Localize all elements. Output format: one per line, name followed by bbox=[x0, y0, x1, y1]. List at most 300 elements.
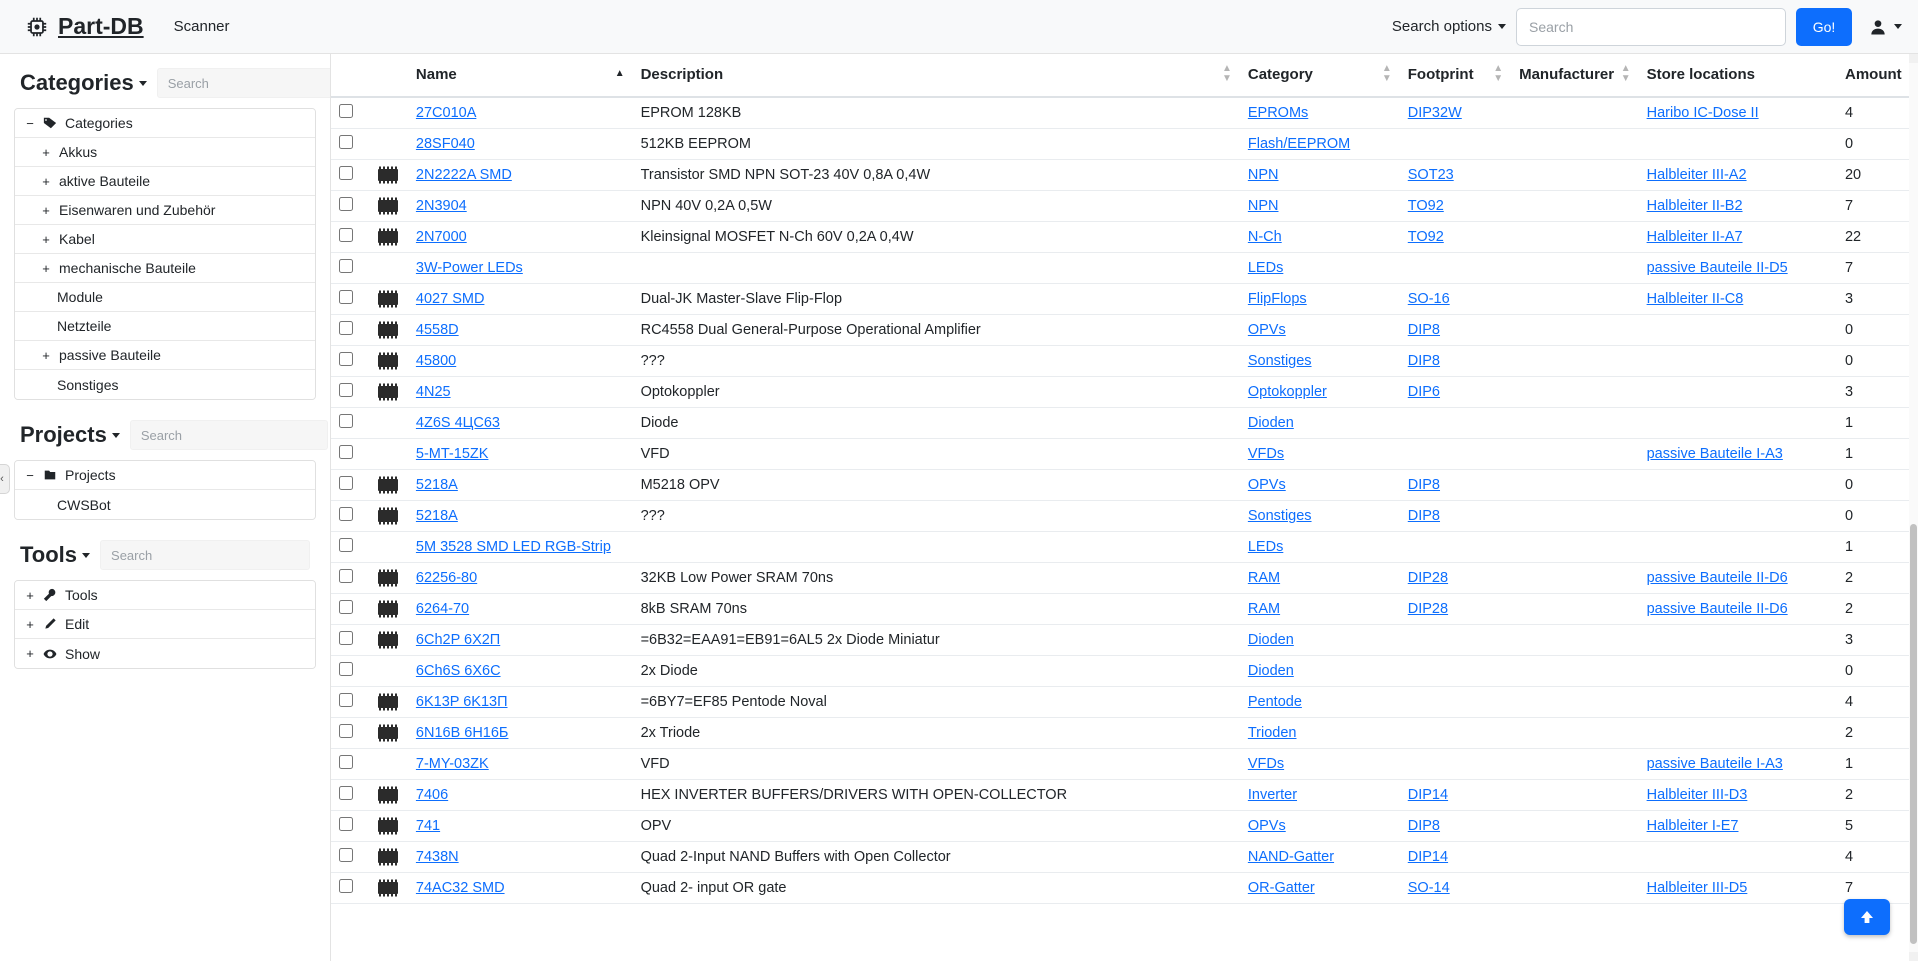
row-checkbox[interactable] bbox=[339, 693, 353, 707]
cell-store-locations-link[interactable]: Halbleiter III-D3 bbox=[1646, 787, 1748, 803]
cell-category-link[interactable]: Pentode bbox=[1247, 694, 1302, 710]
cell-name-link[interactable]: 6N16B 6H16Б bbox=[415, 725, 509, 741]
cell-footprint[interactable] bbox=[1400, 873, 1511, 904]
table-row[interactable] bbox=[331, 625, 1918, 656]
cell-footprint[interactable] bbox=[1400, 222, 1511, 253]
cell-name[interactable] bbox=[408, 594, 633, 625]
cell-name-link[interactable]: 74AC32 SMD bbox=[415, 880, 505, 896]
tree-node-kabel[interactable] bbox=[15, 225, 315, 254]
vertical-scrollbar[interactable] bbox=[1909, 54, 1918, 961]
tree-node-akkus[interactable] bbox=[15, 138, 315, 167]
cell-name[interactable] bbox=[408, 253, 633, 284]
tree-toggle-icon[interactable]: + bbox=[26, 616, 34, 632]
table-row[interactable] bbox=[331, 315, 1918, 346]
cell-name-link[interactable]: 62256-80 bbox=[415, 570, 478, 586]
cell-category[interactable] bbox=[1240, 873, 1400, 904]
cell-category-link[interactable]: Dioden bbox=[1247, 415, 1294, 431]
cell-footprint[interactable] bbox=[1400, 346, 1511, 377]
projects-search-input[interactable] bbox=[130, 420, 328, 450]
cell-category-link[interactable]: Optokoppler bbox=[1247, 384, 1327, 400]
row-checkbox[interactable] bbox=[339, 166, 353, 180]
cell-category[interactable] bbox=[1240, 501, 1400, 532]
th-footprint[interactable] bbox=[1400, 54, 1511, 97]
cell-name-link[interactable]: 4N25 bbox=[415, 384, 451, 400]
cell-manufacturer bbox=[1511, 687, 1639, 718]
cell-name-link[interactable]: 2N3904 bbox=[415, 198, 467, 214]
table-row[interactable] bbox=[331, 470, 1918, 501]
th-manufacturer[interactable] bbox=[1511, 54, 1639, 97]
tree-node-eisenwaren[interactable] bbox=[15, 196, 315, 225]
cell-footprint[interactable] bbox=[1400, 594, 1511, 625]
row-checkbox[interactable] bbox=[339, 352, 353, 366]
table-row[interactable] bbox=[331, 501, 1918, 532]
tree-toggle-icon[interactable]: + bbox=[42, 231, 50, 247]
table-row[interactable] bbox=[331, 222, 1918, 253]
cell-category-link[interactable]: Trioden bbox=[1247, 725, 1297, 741]
cell-footprint[interactable] bbox=[1400, 470, 1511, 501]
cell-store-locations-link[interactable]: Halbleiter III-D5 bbox=[1646, 880, 1748, 896]
cell-store-locations bbox=[1639, 377, 1837, 408]
cell-store-locations-link[interactable]: Halbleiter III-A2 bbox=[1646, 167, 1747, 183]
cell-category[interactable] bbox=[1240, 470, 1400, 501]
row-thumbnail-cell bbox=[365, 625, 408, 656]
cell-category-link[interactable]: NPN bbox=[1247, 167, 1279, 183]
cell-store-locations-link[interactable]: Haribo IC-Dose II bbox=[1646, 105, 1759, 121]
row-checkbox[interactable] bbox=[339, 445, 353, 459]
row-checkbox[interactable] bbox=[339, 817, 353, 831]
cell-name-link[interactable]: 3W-Power LEDs bbox=[415, 260, 523, 276]
row-checkbox[interactable] bbox=[339, 879, 353, 893]
cell-footprint-link[interactable]: DIP8 bbox=[1407, 353, 1441, 369]
cell-name-link[interactable]: 2N7000 bbox=[415, 229, 467, 245]
cell-name[interactable] bbox=[408, 625, 633, 656]
row-checkbox-cell[interactable] bbox=[331, 439, 365, 470]
cell-store-locations[interactable] bbox=[1639, 749, 1837, 780]
cell-category[interactable] bbox=[1240, 780, 1400, 811]
cell-name-link[interactable]: 27C010A bbox=[415, 105, 477, 121]
cell-name[interactable] bbox=[408, 749, 633, 780]
cell-category[interactable] bbox=[1240, 191, 1400, 222]
search-go-button[interactable]: Go! bbox=[1796, 8, 1852, 46]
cell-name[interactable] bbox=[408, 718, 633, 749]
tree-toggle-icon[interactable]: + bbox=[26, 587, 34, 603]
cell-store-locations-link[interactable]: Halbleiter II-A7 bbox=[1646, 229, 1743, 245]
tree-node-netzteile[interactable] bbox=[15, 312, 315, 341]
tree-node-cwsbot[interactable] bbox=[15, 490, 315, 519]
cell-category-link[interactable]: LEDs bbox=[1247, 260, 1284, 276]
cell-category-link[interactable]: NPN bbox=[1247, 198, 1279, 214]
back-to-top-button[interactable] bbox=[1844, 899, 1890, 935]
row-checkbox-cell[interactable] bbox=[331, 687, 365, 718]
cell-name-link[interactable]: 5218A bbox=[415, 508, 458, 524]
tree-toggle-icon[interactable]: + bbox=[42, 260, 50, 276]
cell-footprint[interactable] bbox=[1400, 315, 1511, 346]
row-checkbox-cell[interactable] bbox=[331, 873, 365, 904]
table-row[interactable] bbox=[331, 97, 1918, 129]
cell-category-link[interactable]: VFDs bbox=[1247, 446, 1285, 462]
cell-category[interactable] bbox=[1240, 222, 1400, 253]
th-name[interactable] bbox=[408, 54, 633, 97]
cell-category-link[interactable]: N-Ch bbox=[1247, 229, 1282, 245]
th-store-locations[interactable] bbox=[1639, 54, 1837, 97]
cell-name-link[interactable]: 2N2222A SMD bbox=[415, 167, 512, 183]
row-checkbox-cell[interactable] bbox=[331, 97, 365, 129]
row-checkbox[interactable] bbox=[339, 228, 353, 242]
search-options-dropdown[interactable] bbox=[1392, 18, 1506, 35]
cell-footprint[interactable] bbox=[1400, 284, 1511, 315]
cell-category[interactable] bbox=[1240, 408, 1400, 439]
row-checkbox-cell[interactable] bbox=[331, 253, 365, 284]
panel-title-tools[interactable] bbox=[20, 542, 90, 568]
cell-footprint[interactable] bbox=[1400, 563, 1511, 594]
cell-store-locations-link[interactable]: passive Bauteile II-D6 bbox=[1646, 570, 1788, 586]
cell-name[interactable] bbox=[408, 377, 633, 408]
cell-name[interactable] bbox=[408, 129, 633, 160]
tree-toggle-icon[interactable]: + bbox=[26, 646, 34, 661]
cell-category[interactable] bbox=[1240, 97, 1400, 129]
cell-category-link[interactable]: RAM bbox=[1247, 570, 1281, 586]
cell-name[interactable] bbox=[408, 315, 633, 346]
row-checkbox[interactable] bbox=[339, 724, 353, 738]
cell-category-link[interactable]: NAND-Gatter bbox=[1247, 849, 1335, 865]
cell-name-link[interactable]: 5M 3528 SMD LED RGB-Strip bbox=[415, 539, 611, 555]
tree-toggle-icon[interactable]: − bbox=[26, 115, 34, 131]
scroll-up-arrow[interactable] bbox=[1909, 54, 1918, 63]
cell-name-link[interactable]: 5218A bbox=[415, 477, 458, 493]
row-checkbox-cell[interactable] bbox=[331, 625, 365, 656]
cell-category-link[interactable]: VFDs bbox=[1247, 756, 1285, 772]
cell-category[interactable] bbox=[1240, 811, 1400, 842]
panel-title-projects[interactable] bbox=[20, 422, 120, 448]
cell-store-locations[interactable] bbox=[1639, 160, 1837, 191]
cell-category[interactable] bbox=[1240, 253, 1400, 284]
cell-category-link[interactable]: FlipFlops bbox=[1247, 291, 1307, 307]
row-checkbox[interactable] bbox=[339, 135, 353, 149]
cell-footprint-link[interactable]: DIP8 bbox=[1407, 508, 1441, 524]
cell-name[interactable] bbox=[408, 470, 633, 501]
row-checkbox-cell[interactable] bbox=[331, 718, 365, 749]
tree-node-categories-root[interactable] bbox=[15, 109, 315, 138]
tree-node-tools[interactable] bbox=[15, 581, 315, 610]
cell-name-link[interactable]: 45800 bbox=[415, 353, 457, 369]
row-checkbox-cell[interactable] bbox=[331, 315, 365, 346]
cell-footprint[interactable] bbox=[1400, 191, 1511, 222]
table-row[interactable] bbox=[331, 718, 1918, 749]
cell-name-link[interactable]: 6Ch6S 6X6C bbox=[415, 663, 501, 679]
th-description[interactable] bbox=[633, 54, 1240, 97]
row-checkbox[interactable] bbox=[339, 786, 353, 800]
th-amount[interactable] bbox=[1837, 54, 1918, 97]
cell-category-link[interactable]: Sonstiges bbox=[1247, 508, 1312, 524]
cell-name[interactable] bbox=[408, 842, 633, 873]
part-thumbnail-icon bbox=[373, 228, 400, 246]
cell-store-locations[interactable] bbox=[1639, 780, 1837, 811]
tree-node-edit[interactable] bbox=[15, 610, 315, 639]
row-checkbox[interactable] bbox=[339, 569, 353, 583]
table-row[interactable] bbox=[331, 160, 1918, 191]
cell-category[interactable] bbox=[1240, 129, 1400, 160]
cell-name-link[interactable]: 7406 bbox=[415, 787, 449, 803]
cell-name-link[interactable]: 741 bbox=[415, 818, 441, 834]
row-checkbox[interactable] bbox=[339, 104, 353, 118]
cell-category-link[interactable]: Dioden bbox=[1247, 663, 1294, 679]
th-category[interactable] bbox=[1240, 54, 1400, 97]
cell-category-link[interactable]: Sonstiges bbox=[1247, 353, 1312, 369]
cell-category-link[interactable]: OPVs bbox=[1247, 477, 1286, 493]
cell-footprint-link[interactable]: TO92 bbox=[1407, 229, 1444, 245]
row-checkbox-cell[interactable] bbox=[331, 780, 365, 811]
cell-footprint-link[interactable]: DIP14 bbox=[1407, 787, 1449, 803]
panel-title-categories[interactable] bbox=[20, 70, 147, 96]
cell-name-link[interactable]: 7-MY-03ZK bbox=[415, 756, 489, 772]
row-checkbox-cell[interactable] bbox=[331, 749, 365, 780]
row-checkbox[interactable] bbox=[339, 848, 353, 862]
cell-category[interactable] bbox=[1240, 749, 1400, 780]
chevron-down-icon bbox=[82, 553, 90, 558]
cell-category[interactable] bbox=[1240, 346, 1400, 377]
cell-footprint[interactable] bbox=[1400, 501, 1511, 532]
sidebar-collapse-handle[interactable]: ‹ bbox=[0, 464, 10, 494]
row-checkbox-cell[interactable] bbox=[331, 284, 365, 315]
row-checkbox-cell[interactable] bbox=[331, 129, 365, 160]
tree-toggle-icon[interactable]: + bbox=[42, 173, 50, 189]
cell-store-locations[interactable] bbox=[1639, 191, 1837, 222]
table-row[interactable] bbox=[331, 594, 1918, 625]
cell-store-locations[interactable] bbox=[1639, 811, 1837, 842]
tree-node-show[interactable] bbox=[15, 639, 315, 668]
cell-footprint-link[interactable]: DIP14 bbox=[1407, 849, 1449, 865]
cell-category[interactable] bbox=[1240, 718, 1400, 749]
cell-amount: 1 bbox=[1837, 532, 1918, 563]
row-checkbox-cell[interactable] bbox=[331, 594, 365, 625]
cell-footprint-link[interactable]: DIP8 bbox=[1407, 477, 1441, 493]
cell-footprint-link[interactable]: TO92 bbox=[1407, 198, 1444, 214]
tree-toggle-icon[interactable]: + bbox=[42, 144, 50, 160]
cell-name-link[interactable]: 4027 SMD bbox=[415, 291, 485, 307]
cell-name[interactable] bbox=[408, 780, 633, 811]
cell-footprint-link[interactable]: SO-16 bbox=[1407, 291, 1450, 307]
cell-store-locations-link[interactable]: passive Bauteile I-A3 bbox=[1646, 756, 1783, 772]
cell-category[interactable] bbox=[1240, 377, 1400, 408]
row-checkbox[interactable] bbox=[339, 259, 353, 273]
row-checkbox-cell[interactable] bbox=[331, 191, 365, 222]
cell-category[interactable] bbox=[1240, 656, 1400, 687]
cell-footprint-link[interactable]: DIP8 bbox=[1407, 322, 1441, 338]
cell-name-link[interactable]: 5-MT-15ZK bbox=[415, 446, 489, 462]
row-checkbox-cell[interactable] bbox=[331, 377, 365, 408]
cell-category[interactable] bbox=[1240, 563, 1400, 594]
cell-name[interactable] bbox=[408, 532, 633, 563]
row-checkbox-cell[interactable] bbox=[331, 563, 365, 594]
table-row[interactable] bbox=[331, 563, 1918, 594]
cell-name[interactable] bbox=[408, 284, 633, 315]
cell-name-link[interactable]: 6Ch2P 6X2П bbox=[415, 632, 501, 648]
cell-store-locations[interactable] bbox=[1639, 563, 1837, 594]
row-checkbox[interactable] bbox=[339, 290, 353, 304]
table-row[interactable] bbox=[331, 656, 1918, 687]
cell-name[interactable] bbox=[408, 191, 633, 222]
cell-name[interactable] bbox=[408, 687, 633, 718]
cell-store-locations-link[interactable]: Halbleiter II-C8 bbox=[1646, 291, 1744, 307]
row-checkbox[interactable] bbox=[339, 476, 353, 490]
tools-search-input[interactable] bbox=[100, 540, 310, 570]
row-checkbox-cell[interactable] bbox=[331, 532, 365, 563]
tree-node-sonstiges[interactable] bbox=[15, 370, 315, 399]
scrollbar-thumb[interactable] bbox=[1910, 524, 1917, 944]
cell-footprint-link[interactable]: DIP28 bbox=[1407, 570, 1449, 586]
scroll-down-arrow[interactable] bbox=[1909, 952, 1918, 961]
cell-footprint-link[interactable]: DIP8 bbox=[1407, 818, 1441, 834]
cell-footprint[interactable] bbox=[1400, 842, 1511, 873]
table-row[interactable] bbox=[331, 873, 1918, 904]
row-checkbox-cell[interactable] bbox=[331, 811, 365, 842]
cell-name[interactable] bbox=[408, 501, 633, 532]
cell-category-link[interactable]: Dioden bbox=[1247, 632, 1294, 648]
table-row[interactable] bbox=[331, 377, 1918, 408]
cell-category-link[interactable]: OPVs bbox=[1247, 818, 1286, 834]
search-input[interactable] bbox=[1516, 8, 1786, 46]
tree-toggle-icon[interactable]: + bbox=[42, 347, 50, 363]
cell-name[interactable] bbox=[408, 346, 633, 377]
cell-category[interactable] bbox=[1240, 532, 1400, 563]
row-checkbox-cell[interactable] bbox=[331, 842, 365, 873]
table-row[interactable] bbox=[331, 749, 1918, 780]
cell-name-link[interactable]: 6K13P 6K13П bbox=[415, 694, 508, 710]
cell-name-link[interactable]: 28SF040 bbox=[415, 136, 475, 152]
cell-footprint[interactable] bbox=[1400, 811, 1511, 842]
cell-name[interactable] bbox=[408, 873, 633, 904]
row-checkbox-cell[interactable] bbox=[331, 222, 365, 253]
cell-category-link[interactable]: OPVs bbox=[1247, 322, 1286, 338]
sidebar-panel-categories bbox=[14, 62, 316, 400]
cell-category[interactable] bbox=[1240, 284, 1400, 315]
cell-footprint[interactable] bbox=[1400, 377, 1511, 408]
row-checkbox-cell[interactable] bbox=[331, 346, 365, 377]
tree-node-projects-root[interactable] bbox=[15, 461, 315, 490]
cell-footprint[interactable] bbox=[1400, 780, 1511, 811]
row-checkbox[interactable] bbox=[339, 197, 353, 211]
cell-store-locations-link[interactable]: Halbleiter I-E7 bbox=[1646, 818, 1739, 834]
tree-node-aktive-bauteile[interactable] bbox=[15, 167, 315, 196]
cell-category-link[interactable]: LEDs bbox=[1247, 539, 1284, 555]
row-checkbox[interactable] bbox=[339, 383, 353, 397]
cell-category[interactable] bbox=[1240, 439, 1400, 470]
row-checkbox-cell[interactable] bbox=[331, 656, 365, 687]
cell-store-locations-link[interactable]: passive Bauteile I-A3 bbox=[1646, 446, 1783, 462]
cell-footprint-link[interactable]: DIP28 bbox=[1407, 601, 1449, 617]
table-row[interactable] bbox=[331, 811, 1918, 842]
cell-name[interactable] bbox=[408, 439, 633, 470]
cell-name-link[interactable]: 7438N bbox=[415, 849, 459, 865]
cell-category-link[interactable]: RAM bbox=[1247, 601, 1281, 617]
cell-store-locations[interactable] bbox=[1639, 594, 1837, 625]
tree-node-passive-bauteile[interactable] bbox=[15, 341, 315, 370]
cell-category-link[interactable]: OR-Gatter bbox=[1247, 880, 1315, 896]
row-checkbox-cell[interactable] bbox=[331, 408, 365, 439]
tree-toggle-icon[interactable]: − bbox=[26, 467, 34, 483]
cell-category[interactable] bbox=[1240, 625, 1400, 656]
cell-footprint-link[interactable]: DIP6 bbox=[1407, 384, 1441, 400]
cell-footprint-link[interactable]: SOT23 bbox=[1407, 167, 1454, 183]
tree-toggle-icon[interactable]: + bbox=[42, 202, 50, 218]
cell-description: Quad 2-Input NAND Buffers with Open Collector bbox=[633, 842, 1240, 873]
table-row[interactable] bbox=[331, 346, 1918, 377]
tree-node-mechanische-bauteile[interactable] bbox=[15, 254, 315, 283]
cell-footprint-link[interactable]: SO-14 bbox=[1407, 880, 1450, 896]
cell-name[interactable] bbox=[408, 408, 633, 439]
cell-store-locations[interactable] bbox=[1639, 253, 1837, 284]
table-row[interactable] bbox=[331, 842, 1918, 873]
cell-category-link[interactable]: Inverter bbox=[1247, 787, 1298, 803]
th-select-all[interactable] bbox=[331, 54, 365, 97]
cell-store-locations-link[interactable]: Halbleiter II-B2 bbox=[1646, 198, 1743, 214]
cell-category[interactable] bbox=[1240, 687, 1400, 718]
row-checkbox-cell[interactable] bbox=[331, 160, 365, 191]
cell-category[interactable] bbox=[1240, 842, 1400, 873]
cell-category[interactable] bbox=[1240, 160, 1400, 191]
table-row[interactable] bbox=[331, 129, 1918, 160]
row-checkbox[interactable] bbox=[339, 631, 353, 645]
nav-item-scanner[interactable]: Scanner bbox=[173, 18, 230, 35]
table-row[interactable] bbox=[331, 780, 1918, 811]
cell-category[interactable] bbox=[1240, 594, 1400, 625]
cell-store-locations-link[interactable]: passive Bauteile II-D5 bbox=[1646, 260, 1788, 276]
cell-category-link[interactable]: Flash/EEPROM bbox=[1247, 136, 1351, 152]
user-menu[interactable] bbox=[1868, 17, 1902, 37]
row-checkbox[interactable] bbox=[339, 414, 353, 428]
table-row[interactable] bbox=[331, 408, 1918, 439]
categories-search-input[interactable] bbox=[157, 68, 330, 98]
table-row[interactable] bbox=[331, 687, 1918, 718]
cell-store-locations-link[interactable]: passive Bauteile II-D6 bbox=[1646, 601, 1788, 617]
cell-name-link[interactable]: 4558D bbox=[415, 322, 459, 338]
cell-store-locations[interactable] bbox=[1639, 97, 1837, 129]
row-checkbox[interactable] bbox=[339, 321, 353, 335]
cell-category[interactable] bbox=[1240, 315, 1400, 346]
table-row[interactable] bbox=[331, 439, 1918, 470]
row-checkbox[interactable] bbox=[339, 538, 353, 552]
cell-name-link[interactable]: 4Z6S 4ЦС63 bbox=[415, 415, 500, 431]
cell-store-locations[interactable] bbox=[1639, 284, 1837, 315]
tree-node-module[interactable] bbox=[15, 283, 315, 312]
table-row[interactable] bbox=[331, 191, 1918, 222]
cell-footprint[interactable] bbox=[1400, 97, 1511, 129]
cell-store-locations[interactable] bbox=[1639, 222, 1837, 253]
cell-name[interactable] bbox=[408, 563, 633, 594]
table-row[interactable] bbox=[331, 532, 1918, 563]
cell-store-locations[interactable] bbox=[1639, 439, 1837, 470]
row-checkbox[interactable] bbox=[339, 600, 353, 614]
table-row[interactable] bbox=[331, 253, 1918, 284]
cell-name-link[interactable]: 6264-70 bbox=[415, 601, 470, 617]
cell-footprint-link[interactable]: DIP32W bbox=[1407, 105, 1462, 121]
cell-name[interactable] bbox=[408, 160, 633, 191]
cell-name[interactable] bbox=[408, 656, 633, 687]
cell-name[interactable] bbox=[408, 222, 633, 253]
row-checkbox[interactable] bbox=[339, 507, 353, 521]
table-row[interactable] bbox=[331, 284, 1918, 315]
cell-footprint[interactable] bbox=[1400, 160, 1511, 191]
cell-category-link[interactable]: EPROMs bbox=[1247, 105, 1309, 121]
cell-name[interactable] bbox=[408, 811, 633, 842]
brand-logo[interactable] bbox=[24, 13, 144, 40]
cell-store-locations[interactable] bbox=[1639, 873, 1837, 904]
row-checkbox-cell[interactable] bbox=[331, 501, 365, 532]
row-checkbox[interactable] bbox=[339, 755, 353, 769]
row-checkbox[interactable] bbox=[339, 662, 353, 676]
row-checkbox-cell[interactable] bbox=[331, 470, 365, 501]
cell-name[interactable] bbox=[408, 97, 633, 129]
